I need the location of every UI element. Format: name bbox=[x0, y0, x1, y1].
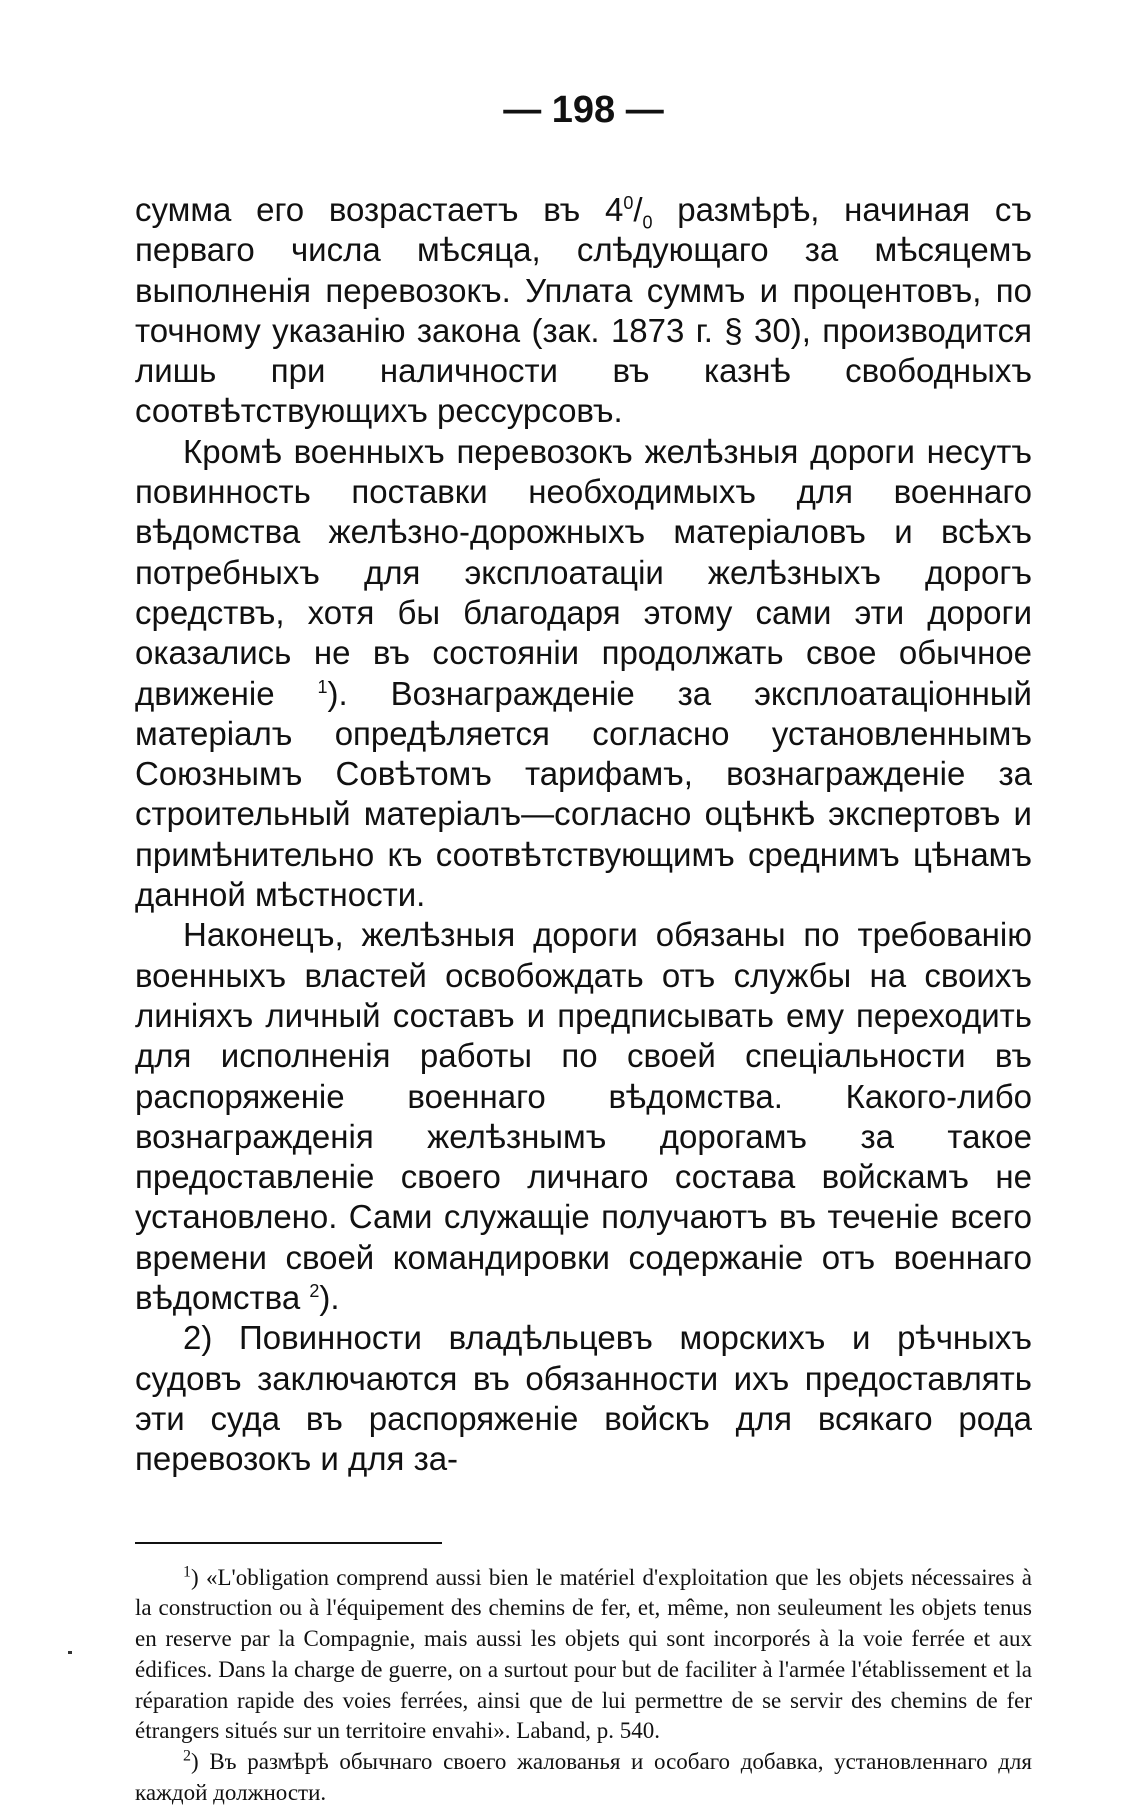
paragraph-railway-supplies bbox=[135, 432, 1032, 916]
paragraph-1-text-start: сумма его возрастаетъ въ 4 bbox=[135, 191, 624, 228]
footnote-1-text: «L'obligation comprend aussi bien le matériel d'exploitation que les objets nécessaires à la construction ou à l'équipement des chemins de fer, et, même, non seuleument les objets tenus en reserve par la Compagnie, mais aussi les objets qui sont incorporés à la voie ferrée et aux édifices. Dans la charge de guerre, on a surtout pour but de faciliter à l'armée l'établissement et la réparation rapide des voies ferrées, ainsi que de lui permettre de se servir des chemins de fer étrangers situés sur un territoire envahi». Laband, p. 540. bbox=[135, 1564, 1032, 1744]
footnote-2-marker-close: ) bbox=[191, 1749, 199, 1775]
footnote-divider bbox=[135, 1542, 442, 1544]
paragraph-1-text-end: размѣрѣ, начиная съ перваго числа мѣсяца, слѣдующаго за мѣсяцемъ выполненія перевозокъ. Уплата суммъ и процентовъ, по точному указанію закона (зак. 1873 г. § 30), производится лишь при наличности въ казнѣ свободныхъ соотвѣтствующихъ рессурсовъ. bbox=[135, 191, 1032, 430]
paragraph-3-text-end: ). bbox=[319, 1279, 340, 1317]
paragraph-3-text-start: Наконецъ, желѣзныя дороги обязаны по требованію военныхъ властей освобождать отъ службы на своихъ линіяхъ личный составъ и предписывать ему переходить для исполненія работы по своей спеціальности въ распоряженіе военнаго вѣдомства. Какого-либо вознагражденія желѣзнымъ дорогамъ за такое предоставленіе своего личнаго состава войскамъ не установлено. Сами служащіе получаютъ въ теченіе всего времени своей командировки содержаніе отъ военнаго вѣдомства bbox=[135, 916, 1032, 1317]
footnote-1 bbox=[135, 1563, 1032, 1748]
document-page bbox=[135, 88, 1032, 1809]
footnote-1-marker-close: ) bbox=[191, 1564, 199, 1590]
main-text bbox=[135, 190, 1032, 1480]
percent-superscript: 0 bbox=[623, 193, 634, 213]
paragraph-railway-personnel bbox=[135, 915, 1032, 1318]
footnote-reference-2[interactable]: 2 bbox=[309, 1281, 320, 1302]
percent-subscript: 0 bbox=[642, 212, 653, 233]
footnote-2-text: Въ размѣрѣ обычнаго своего жалованья и особаго добавка, установленнаго для каждой должности. bbox=[135, 1749, 1032, 1806]
paragraph-2-text-end: ). Вознагражденіе за эксплоатаціонный матеріалъ опредѣляется согласно установленнымъ Союзнымъ Совѣтомъ тарифамъ, вознагражденіе за строительный матеріалъ—согласно оцѣнкѣ экспертовъ и примѣнительно къ соотвѣтствующимъ среднимъ цѣнамъ данной мѣстности. bbox=[135, 674, 1032, 914]
paragraph-continuation bbox=[135, 190, 1032, 432]
page-number: — 198 — bbox=[503, 89, 664, 131]
footnotes bbox=[135, 1563, 1032, 1809]
footnote-2 bbox=[135, 1747, 1032, 1809]
percent-slash: / bbox=[633, 191, 643, 228]
footnote-reference-1[interactable]: 1 bbox=[317, 676, 328, 697]
footnote-1-marker: 1 bbox=[183, 1562, 191, 1580]
paragraph-ship-owners: 2) Повинности владѣльцевъ морскихъ и рѣчныхъ судовъ заключаются въ обязанности ихъ предоставлять эти суда въ распоряженіе войскъ для всякаго рода перевозокъ и для за- bbox=[135, 1319, 1032, 1478]
footnote-2-marker: 2 bbox=[183, 1747, 191, 1765]
paragraph-2-text-start: Кромѣ военныхъ перевозокъ желѣзныя дороги несутъ повинность поставки необходимыхъ для военнаго вѣдомства желѣзно-дорожныхъ матеріаловъ и всѣхъ потребныхъ для эксплоатаціи желѣзныхъ дорогъ средствъ, хотя бы благодаря этому сами эти дороги оказались не въ состояніи продолжать свое обычное движеніе bbox=[135, 432, 1032, 712]
print-speck bbox=[68, 1651, 72, 1654]
